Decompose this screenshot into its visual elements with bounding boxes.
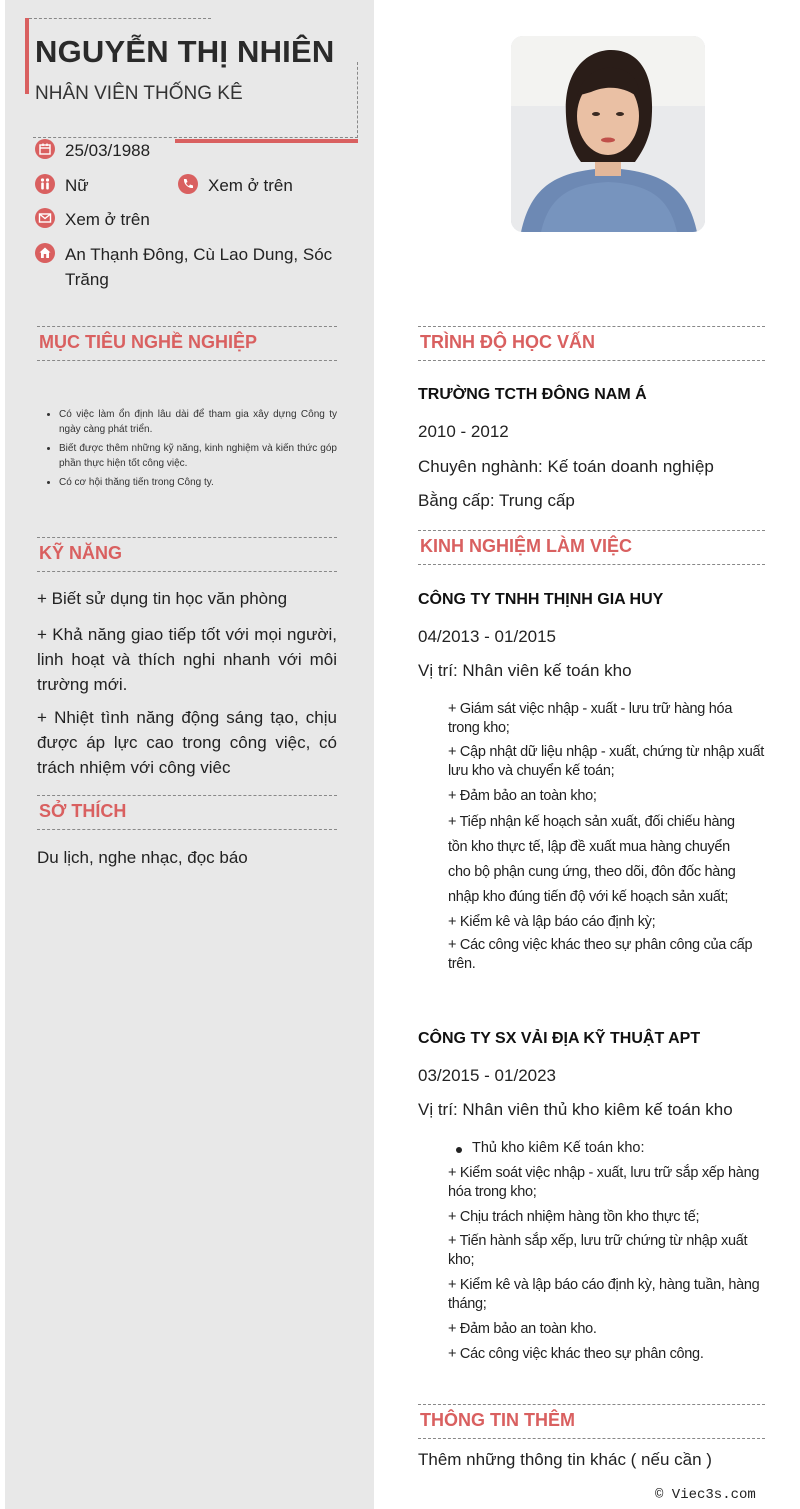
job-position: Vị trí: Nhân viên kế toán kho xyxy=(418,661,632,680)
objective-list xyxy=(59,408,337,496)
job-duty: + Đảm bảo an toàn kho. xyxy=(448,1321,597,1337)
list-item: • Biết được thêm những kỹ năng, kinh nghiệm và kiến thức góp phần thực hiện tốt công việc. xyxy=(59,442,337,471)
section-heading-objective xyxy=(37,326,337,361)
section-title: TRÌNH ĐỘ HỌC VẤN xyxy=(420,332,595,352)
job-title: NHÂN VIÊN THỐNG KÊ xyxy=(35,83,243,104)
job-duty: + Chịu trách nhiệm hàng tồn kho thực tế; xyxy=(448,1209,700,1225)
job-bullet-text: Thủ kho kiêm Kế toán kho: xyxy=(472,1140,645,1156)
section-heading-more-info xyxy=(418,1404,765,1439)
name-header xyxy=(25,18,358,140)
address-line: Trăng xyxy=(65,270,109,289)
job-duty: + Tiếp nhận kế hoạch sản xuất, đối chiếu hàng tồn kho thực tế, lập đề xuất mua hàng chuyển cho bộ phận cung ứng, theo dõi, đôn đốc hàng nhập kho đúng tiến độ với kế hoạch sản xuất; xyxy=(448,814,736,905)
hobbies-text: Du lịch, nghe nhạc, đọc báo xyxy=(37,848,248,867)
job-period: 04/2013 - 01/2015 xyxy=(418,627,557,646)
full-name: NGUYỄN THỊ NHIÊN xyxy=(35,34,335,69)
job-duty: + Các công việc khác theo sự phân công của cấp trên. xyxy=(448,937,753,972)
job-bullet xyxy=(456,1140,645,1156)
section-title: MỤC TIÊU NGHỀ NGHIỆP xyxy=(39,332,258,352)
list-item: • Có việc làm ổn định lâu dài để tham gia xây dựng Công ty ngày càng phát triển. xyxy=(59,408,337,437)
skill-item: + Biết sử dụng tin học văn phòng xyxy=(37,589,288,608)
job-duty: + Kiểm kê và lập báo cáo định kỳ; xyxy=(448,914,656,930)
phone: Xem ở trên xyxy=(208,176,293,195)
education-period: 2010 - 2012 xyxy=(418,422,509,441)
education-degree: Bằng cấp: Trung cấp xyxy=(418,491,575,510)
school-name: TRƯỜNG TCTH ĐÔNG NAM Á xyxy=(418,386,647,403)
email: Xem ở trên xyxy=(65,210,150,229)
job-duty: + Kiểm kê và lập báo cáo định kỳ, hàng tuần, hàng tháng; xyxy=(448,1277,760,1312)
job-duty: + Tiến hành sắp xếp, lưu trữ chứng từ nhập xuất kho; xyxy=(448,1233,748,1268)
section-title: KỸ NĂNG xyxy=(39,543,123,563)
skill-item: + Khả năng giao tiếp tốt với mọi người, linh hoạt và thích nghi nhanh với môi trường mới. xyxy=(37,625,337,694)
company-name: CÔNG TY TNHH THỊNH GIA HUY xyxy=(418,591,664,608)
job-duty: + Kiểm soát việc nhập - xuất, lưu trữ sắp xếp hàng hóa trong kho; xyxy=(448,1165,760,1200)
list-item: • Có cơ hội thăng tiến trong Công ty. xyxy=(59,476,337,491)
section-title: SỞ THÍCH xyxy=(39,801,127,821)
job-period: 03/2015 - 01/2023 xyxy=(418,1066,557,1085)
address xyxy=(65,242,332,292)
education-major: Chuyên nghành: Kế toán doanh nghiệp xyxy=(418,457,714,476)
divider xyxy=(29,18,211,19)
calendar-icon xyxy=(35,139,55,159)
job-duty: + Giám sát việc nhập - xuất - lưu trữ hàng hóa trong kho; xyxy=(448,701,733,736)
section-heading-skills xyxy=(37,537,337,572)
company-name: CÔNG TY SX VẢI ĐỊA KỸ THUẬT APT xyxy=(418,1030,701,1047)
divider xyxy=(357,62,358,138)
gender-icon xyxy=(35,174,55,194)
job-duty: + Cập nhật dữ liệu nhập - xuất, chứng từ nhập xuất lưu kho và chuyển kế toán; xyxy=(448,744,765,779)
address-line: An Thạnh Đông, Cù Lao Dung, Sóc xyxy=(65,245,333,264)
gender: Nữ xyxy=(65,176,89,195)
profile-photo xyxy=(511,36,705,232)
phone-icon xyxy=(178,174,198,194)
accent-bar xyxy=(25,18,29,94)
footer-credit: © Viec3s.com xyxy=(655,1487,756,1503)
section-heading-experience xyxy=(418,530,765,565)
email-icon xyxy=(35,208,55,228)
section-heading-education xyxy=(418,326,765,361)
job-duty: + Đảm bảo an toàn kho; xyxy=(448,788,597,804)
skill-item: + Nhiệt tình năng động sáng tạo, chịu được áp lực cao trong công việc, có trách nhiệm với công viêc xyxy=(37,708,337,777)
birth-date: 25/03/1988 xyxy=(65,141,151,160)
job-duty: + Các công việc khác theo sự phân công. xyxy=(448,1346,704,1362)
more-info-text: Thêm những thông tin khác ( nếu cần ) xyxy=(418,1450,712,1469)
section-title: THÔNG TIN THÊM xyxy=(420,1410,575,1430)
home-icon xyxy=(35,243,55,263)
job-position: Vị trí: Nhân viên thủ kho kiêm kế toán kho xyxy=(418,1100,733,1119)
section-title: KINH NGHIỆM LÀM VIỆC xyxy=(420,536,633,556)
accent-line xyxy=(175,139,358,143)
section-heading-hobbies xyxy=(37,795,337,830)
